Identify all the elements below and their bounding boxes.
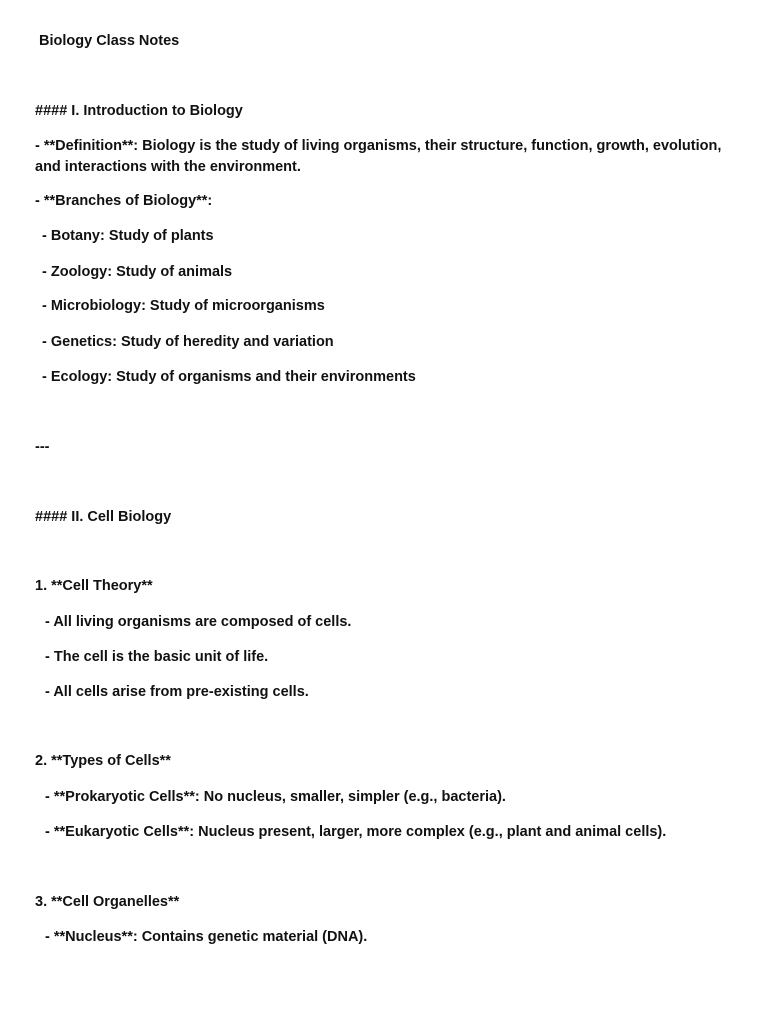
section-separator: --- [35,439,50,455]
cell-type-item-eukaryotic: - **Eukaryotic Cells**: Nucleus present, larger, more complex (e.g., plant and animal cells). [45,824,667,840]
definition-paragraph: - **Definition**: Biology is the study of living organisms, their structure, function, growth, evolution, and interactions with the environment. [35,138,722,175]
branch-item-genetics: - Genetics: Study of heredity and variation [42,334,334,350]
types-of-cells-label: 2. **Types of Cells** [35,753,171,769]
cell-theory-label: 1. **Cell Theory** [35,578,153,594]
branch-item-microbiology: - Microbiology: Study of microorganisms [42,298,325,314]
organelle-item-nucleus: - **Nucleus**: Contains genetic material (DNA). [45,929,368,945]
branches-label: - **Branches of Biology**: [35,193,213,209]
branch-item-zoology: - Zoology: Study of animals [42,264,233,280]
branch-item-ecology: - Ecology: Study of organisms and their environments [42,369,416,385]
cell-theory-item: - All living organisms are composed of cells. [45,614,352,630]
document-title: Biology Class Notes [39,33,180,49]
branch-item-botany: - Botany: Study of plants [42,228,214,244]
section-heading-introduction: #### I. Introduction to Biology [35,103,243,119]
cell-theory-item: - All cells arise from pre-existing cells. [45,684,309,700]
cell-theory-item: - The cell is the basic unit of life. [45,649,269,665]
section-heading-cell-biology: #### II. Cell Biology [35,509,172,525]
cell-organelles-label: 3. **Cell Organelles** [35,894,180,910]
cell-type-item-prokaryotic: - **Prokaryotic Cells**: No nucleus, smaller, simpler (e.g., bacteria). [45,789,506,805]
